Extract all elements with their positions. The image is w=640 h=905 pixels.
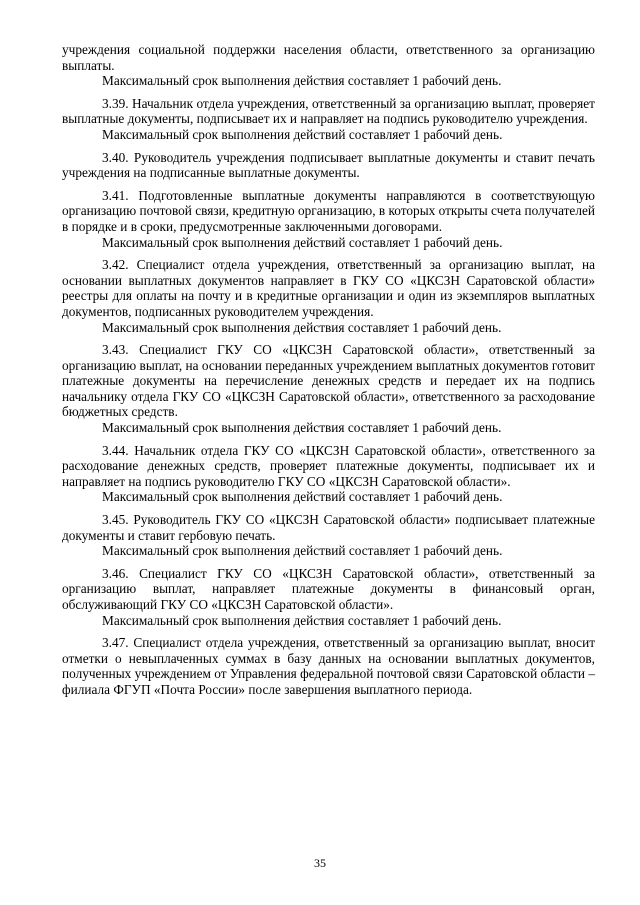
paragraph-3-46: 3.46. Специалист ГКУ СО «ЦКСЗН Саратовской области», ответственный за организацию выплат, направляет платежные документы в финансовый орган, обслуживающий ГКУ СО «ЦКСЗН Саратовской области».: [62, 565, 595, 612]
paragraph-3-44: 3.44. Начальник отдела ГКУ СО «ЦКСЗН Саратовской области», ответственного за расходование денежных средств, проверяет платежные документы, подписывает их и направляет на подпись руководителю ГКУ СО «ЦКСЗН Саратовской области».: [62, 442, 595, 489]
paragraph-3-45: 3.45. Руководитель ГКУ СО «ЦКСЗН Саратовской области» подписывает платежные документы и ставит гербовую печать.: [62, 512, 595, 543]
paragraph-3-43: 3.43. Специалист ГКУ СО «ЦКСЗН Саратовской области», ответственный за организацию выплат, на основании переданных учреждением выплатных документов готовит платежные документы на перечисление денежных средств и передает их на подпись начальнику отдела ГКУ СО «ЦКСЗН Саратовской области», ответственного за расходование бюджетных средств.: [62, 342, 595, 420]
paragraph-deadline: Максимальный срок выполнения действий составляет 1 рабочий день.: [102, 489, 503, 505]
page-number: 35: [314, 856, 326, 870]
paragraph-3-42: 3.42. Специалист отдела учреждения, ответственный за организацию выплат, на основании выплатных документов направляет в ГКУ СО «ЦКСЗН Саратовской области» реестры для оплаты на почту и в кредитные организации и один из экземпляров выплатных документов, подписанных руководителем учреждения.: [62, 257, 595, 319]
paragraph-deadline: Максимальный срок выполнения действия составляет 1 рабочий день.: [102, 73, 502, 89]
document-page: [62, 42, 595, 698]
paragraph-deadline: Максимальный срок выполнения действия составляет 1 рабочий день.: [102, 319, 502, 335]
paragraph-3-47: 3.47. Специалист отдела учреждения, ответственный за организацию выплат, вносит отметки о невыплаченных суммах в базу данных на основании выплатных документов, полученных учреждением от Управления федеральной почтовой связи Саратовской области – филиала ФГУП «Почта России» после завершения выплатного периода.: [62, 635, 595, 697]
paragraph-3-41: 3.41. Подготовленные выплатные документы направляются в соответствующую организацию почтовой связи, кредитную организацию, в которых открыты счета получателей в порядке и в сроки, предусмотренные заключенными договорами.: [62, 187, 595, 234]
paragraph-continuation: учреждения социальной поддержки населения области, ответственного за организацию выплаты.: [62, 42, 595, 73]
paragraph-3-40: 3.40. Руководитель учреждения подписывает выплатные документы и ставит печать учреждения на подписанные выплатные документы.: [62, 149, 595, 181]
paragraph-deadline: Максимальный срок выполнения действия составляет 1 рабочий день.: [102, 612, 502, 628]
paragraph-deadline: Максимальный срок выполнения действий составляет 1 рабочий день.: [102, 543, 503, 559]
paragraph-deadline: Максимальный срок выполнения действия составляет 1 рабочий день.: [102, 420, 502, 436]
paragraph-deadline: Максимальный срок выполнения действий составляет 1 рабочий день.: [102, 234, 503, 250]
paragraph-deadline: Максимальный срок выполнения действий составляет 1 рабочий день.: [102, 126, 503, 142]
paragraph-3-39: 3.39. Начальник отдела учреждения, ответственный за организацию выплат, проверяет выплатные документы, подписывает их и направляет на подпись руководителю учреждения.: [62, 95, 595, 127]
